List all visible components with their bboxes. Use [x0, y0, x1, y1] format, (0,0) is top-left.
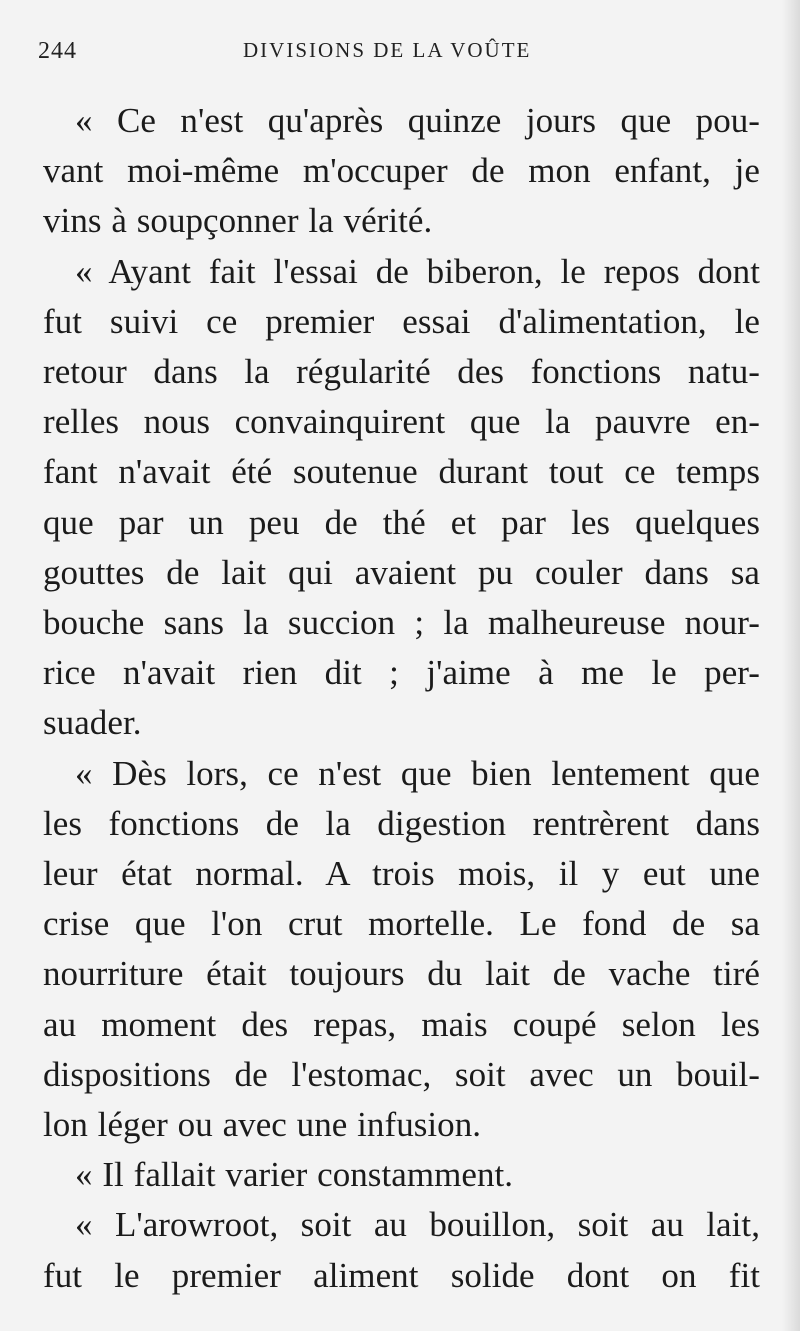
text-line: vant moi-même m'occuper de mon enfant, je	[43, 151, 760, 191]
text-line: fut suivi ce premier essai d'alimentation, le	[43, 301, 760, 341]
page-edge-shadow	[782, 0, 800, 1331]
text-line: les fonctions de la digestion rentrèrent dans	[43, 803, 760, 843]
page-number: 244	[38, 38, 77, 64]
text-line: rice n'avait rien dit ; j'aime à me le per-	[43, 653, 760, 693]
text-line: retour dans la régularité des fonctions natu-	[43, 352, 760, 392]
text-line: fant n'avait été soutenue durant tout ce temps	[43, 452, 760, 492]
text-line: nourriture était toujours du lait de vache tiré	[43, 954, 760, 994]
text-line: « Dès lors, ce n'est que bien lentement que	[75, 753, 760, 793]
body-text	[43, 96, 760, 1301]
text-line: fut le premier aliment solide dont on fit	[43, 1255, 760, 1295]
text-line: bouche sans la succion ; la malheureuse nour-	[43, 603, 760, 643]
text-line: lon léger ou avec une infusion.	[43, 1105, 482, 1145]
text-line: « Ce n'est qu'après quinze jours que pou-	[75, 101, 760, 140]
page-header	[38, 38, 758, 78]
text-line: suader.	[43, 703, 142, 743]
text-line: vins à soupçonner la vérité.	[43, 201, 433, 241]
text-line: « L'arowroot, soit au bouillon, soit au lait,	[75, 1205, 760, 1245]
text-line: au moment des repas, mais coupé selon les	[43, 1004, 760, 1044]
text-line: « Il fallait varier constamment.	[75, 1155, 514, 1195]
running-title: DIVISIONS DE LA VOÛTE	[243, 38, 532, 62]
text-line: gouttes de lait qui avaient pu couler dans sa	[43, 552, 760, 592]
text-line: que par un peu de thé et par les quelques	[43, 502, 760, 542]
text-line: leur état normal. A trois mois, il y eut une	[43, 854, 760, 894]
text-line: dispositions de l'estomac, soit avec un bouil-	[43, 1054, 760, 1094]
text-line: relles nous convainquirent que la pauvre en-	[43, 402, 760, 442]
text-line: « Ayant fait l'essai de biberon, le repos dont	[75, 251, 760, 291]
text-line: crise que l'on crut mortelle. Le fond de sa	[43, 904, 760, 944]
